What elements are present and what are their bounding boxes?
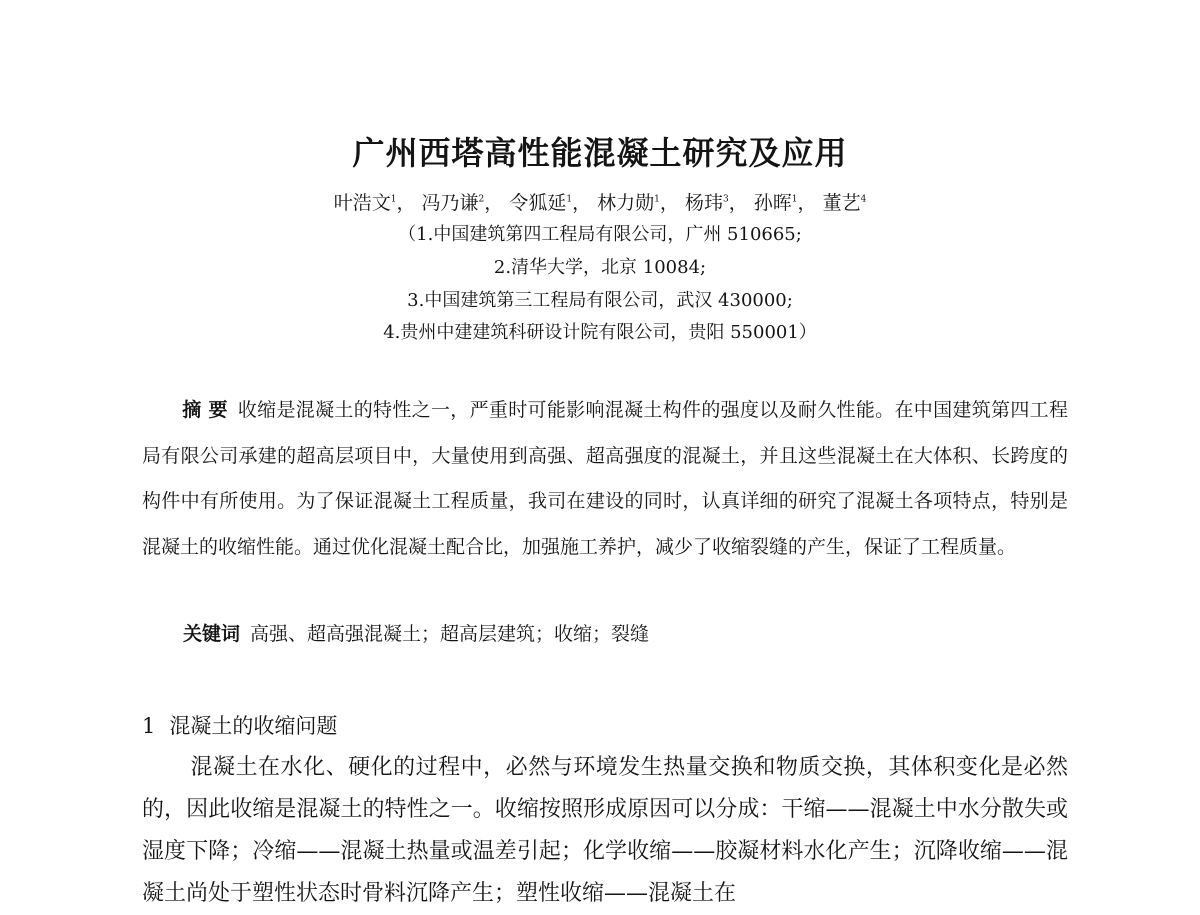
keywords-label: 关键词 <box>183 623 241 645</box>
affiliation-line: 2.清华大学，北京 10084; <box>493 257 707 278</box>
section-heading <box>142 710 337 740</box>
affiliation-line: 3.中国建筑第三工程局有限公司，武汉 430000; <box>407 290 793 311</box>
author: 冯乃谦$^2$， <box>421 192 504 214</box>
affiliation-line: （1.中国建筑第四工程局有限公司，广州 510665; <box>398 224 802 245</box>
author: 林力勋$^1$， <box>597 192 679 214</box>
author: 令狐延$^1$， <box>509 192 592 214</box>
keywords <box>183 619 649 646</box>
author: 董艺$^4$ <box>822 192 867 214</box>
section-title: 混凝土的收缩问题 <box>169 714 338 738</box>
abstract <box>142 388 1068 570</box>
abstract-text: 收缩是混凝土的特性之一，严重时可能影响混凝土构件的强度以及耐久性能。在中国建筑第四工程局有限公司承建的超高层项目中，大量使用到高强、超高强度的混凝土，并且这些混凝土在大体积、长跨度的构件中有所使用。为了保证混凝土工程质量，我司在建设的同时，认真详细的研究了混凝土各项特点，特别是混凝土的收缩性能。通过优化混凝土配合比，加强施工养护，减少了收缩裂缝的产生，保证了工程质量。 <box>142 399 1068 558</box>
author-list <box>0 188 1200 215</box>
abstract-label: 摘 要 <box>182 399 228 421</box>
author: 孙晖$^1$， <box>753 192 817 214</box>
body-paragraph <box>142 747 1068 915</box>
body-text: 混凝土在水化、硬化的过程中，必然与环境发生热量交换和物质交换，其体积变化是必然的，因此收缩是混凝土的特性之一。收缩按照形成原因可以分成：干缩——混凝土中水分散失或湿度下降；冷缩——混凝土热量或温差引起；化学收缩——胶凝材料水化产生；沉降收缩——混凝土尚处于塑性状态时骨料沉降产生；塑性收缩——混凝土在 <box>142 755 1068 906</box>
affiliation-line: 4.贵州中建建筑科研设计院有限公司，贵阳 550001） <box>383 322 817 343</box>
author: 叶浩文$^1$， <box>333 192 416 214</box>
paper-title: 广州西塔高性能混凝土研究及应用 <box>352 134 848 172</box>
author: 杨玮$^3$， <box>684 192 748 214</box>
section-number: 1 <box>142 714 156 738</box>
keywords-text: 高强、超高强混凝土；超高层建筑；收缩；裂缝 <box>250 623 650 645</box>
